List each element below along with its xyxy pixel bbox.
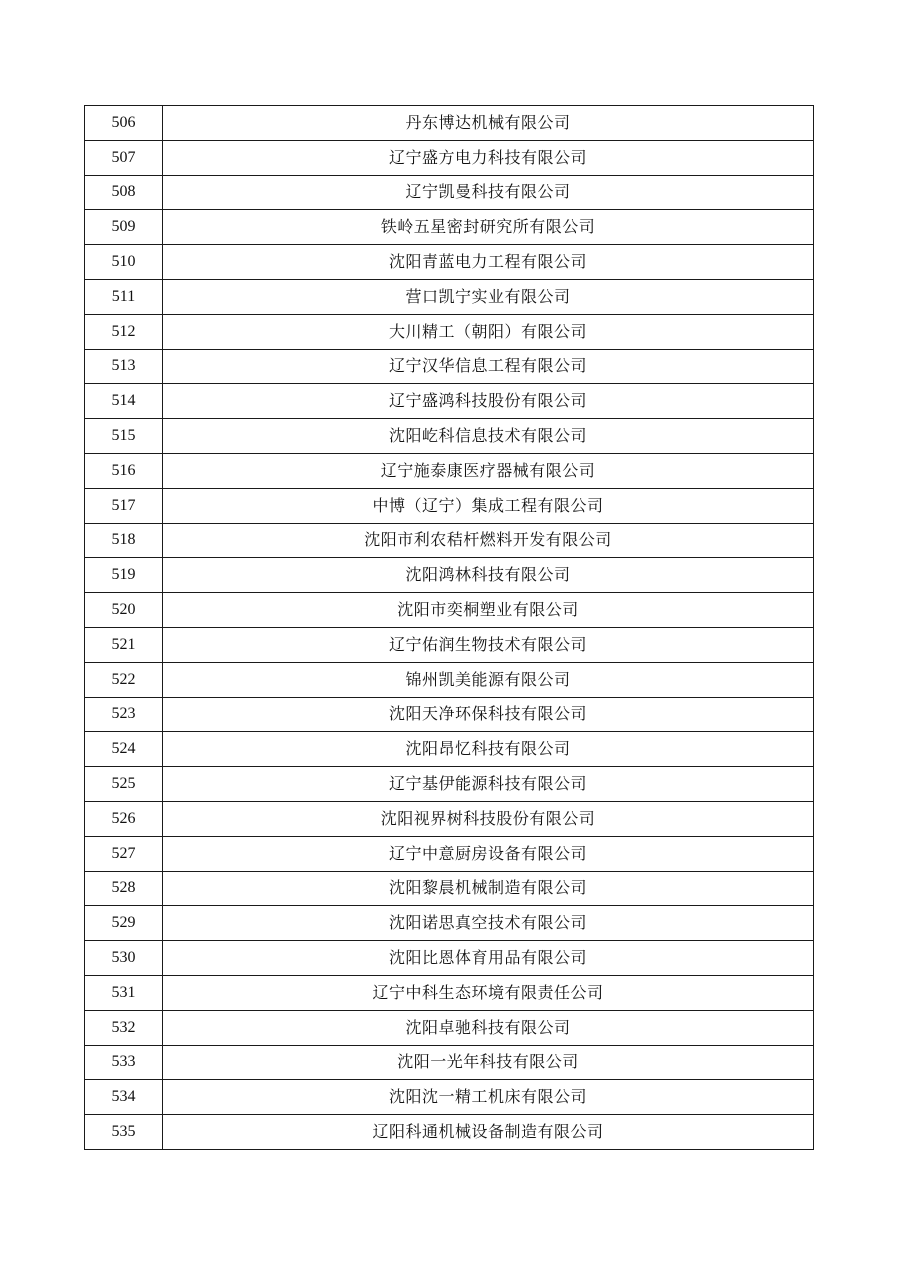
row-number-cell: 527 [85, 836, 163, 871]
row-number-cell: 534 [85, 1080, 163, 1115]
row-number-cell: 515 [85, 419, 163, 454]
company-name-cell: 锦州凯美能源有限公司 [163, 662, 814, 697]
table-row [85, 1010, 814, 1045]
table-row [85, 175, 814, 210]
row-number-cell: 509 [85, 210, 163, 245]
row-number-cell: 511 [85, 279, 163, 314]
table-row [85, 210, 814, 245]
row-number-cell: 525 [85, 767, 163, 802]
row-number-cell: 510 [85, 245, 163, 280]
company-name-cell: 辽宁中意厨房设备有限公司 [163, 836, 814, 871]
company-name-cell: 沈阳市奕桐塑业有限公司 [163, 593, 814, 628]
company-name-cell: 沈阳黎晨机械制造有限公司 [163, 871, 814, 906]
company-name-cell: 沈阳沈一精工机床有限公司 [163, 1080, 814, 1115]
row-number-cell: 535 [85, 1115, 163, 1150]
company-name-cell: 沈阳卓驰科技有限公司 [163, 1010, 814, 1045]
table-row [85, 488, 814, 523]
row-number-cell: 522 [85, 662, 163, 697]
table-row [85, 384, 814, 419]
company-name-cell: 辽宁中科生态环境有限责任公司 [163, 975, 814, 1010]
row-number-cell: 512 [85, 314, 163, 349]
company-name-cell: 沈阳一光年科技有限公司 [163, 1045, 814, 1080]
table-row [85, 140, 814, 175]
table-row [85, 1045, 814, 1080]
row-number-cell: 528 [85, 871, 163, 906]
row-number-cell: 518 [85, 523, 163, 558]
company-name-cell: 沈阳市利农秸杆燃料开发有限公司 [163, 523, 814, 558]
table-row [85, 419, 814, 454]
table-row [85, 245, 814, 280]
company-name-cell: 铁岭五星密封研究所有限公司 [163, 210, 814, 245]
table-row [85, 523, 814, 558]
row-number-cell: 519 [85, 558, 163, 593]
row-number-cell: 514 [85, 384, 163, 419]
row-number-cell: 523 [85, 697, 163, 732]
row-number-cell: 513 [85, 349, 163, 384]
row-number-cell: 524 [85, 732, 163, 767]
company-name-cell: 辽宁基伊能源科技有限公司 [163, 767, 814, 802]
company-name-cell: 沈阳视界树科技股份有限公司 [163, 801, 814, 836]
table-row [85, 767, 814, 802]
table-row [85, 697, 814, 732]
company-name-cell: 沈阳鸿林科技有限公司 [163, 558, 814, 593]
row-number-cell: 526 [85, 801, 163, 836]
row-number-cell: 506 [85, 106, 163, 141]
row-number-cell: 516 [85, 453, 163, 488]
table-row [85, 836, 814, 871]
table-row [85, 1115, 814, 1150]
company-name-cell: 丹东博达机械有限公司 [163, 106, 814, 141]
row-number-cell: 521 [85, 627, 163, 662]
table-row [85, 1080, 814, 1115]
company-name-cell: 沈阳昂忆科技有限公司 [163, 732, 814, 767]
company-name-cell: 沈阳天净环保科技有限公司 [163, 697, 814, 732]
row-number-cell: 529 [85, 906, 163, 941]
table-row [85, 106, 814, 141]
table-row [85, 801, 814, 836]
company-name-cell: 沈阳屹科信息技术有限公司 [163, 419, 814, 454]
company-name-cell: 沈阳青蓝电力工程有限公司 [163, 245, 814, 280]
table-row [85, 662, 814, 697]
row-number-cell: 508 [85, 175, 163, 210]
company-name-cell: 沈阳比恩体育用品有限公司 [163, 941, 814, 976]
table-row [85, 314, 814, 349]
row-number-cell: 507 [85, 140, 163, 175]
table-row [85, 906, 814, 941]
company-name-cell: 辽宁盛方电力科技有限公司 [163, 140, 814, 175]
company-list-table [84, 105, 814, 1150]
row-number-cell: 531 [85, 975, 163, 1010]
company-name-cell: 沈阳诺思真空技术有限公司 [163, 906, 814, 941]
company-name-cell: 辽宁施泰康医疗器械有限公司 [163, 453, 814, 488]
table-row [85, 349, 814, 384]
company-name-cell: 大川精工（朝阳）有限公司 [163, 314, 814, 349]
table-row [85, 975, 814, 1010]
row-number-cell: 530 [85, 941, 163, 976]
table-row [85, 871, 814, 906]
company-name-cell: 中博（辽宁）集成工程有限公司 [163, 488, 814, 523]
row-number-cell: 533 [85, 1045, 163, 1080]
table-row [85, 453, 814, 488]
company-name-cell: 营口凯宁实业有限公司 [163, 279, 814, 314]
table-body [85, 106, 814, 1150]
table-row [85, 593, 814, 628]
row-number-cell: 517 [85, 488, 163, 523]
table-row [85, 732, 814, 767]
row-number-cell: 520 [85, 593, 163, 628]
company-name-cell: 辽宁凯曼科技有限公司 [163, 175, 814, 210]
company-name-cell: 辽宁佑润生物技术有限公司 [163, 627, 814, 662]
company-name-cell: 辽阳科通机械设备制造有限公司 [163, 1115, 814, 1150]
company-name-cell: 辽宁汉华信息工程有限公司 [163, 349, 814, 384]
table-row [85, 558, 814, 593]
row-number-cell: 532 [85, 1010, 163, 1045]
table-row [85, 279, 814, 314]
table-row [85, 627, 814, 662]
company-name-cell: 辽宁盛鸿科技股份有限公司 [163, 384, 814, 419]
table-row [85, 941, 814, 976]
